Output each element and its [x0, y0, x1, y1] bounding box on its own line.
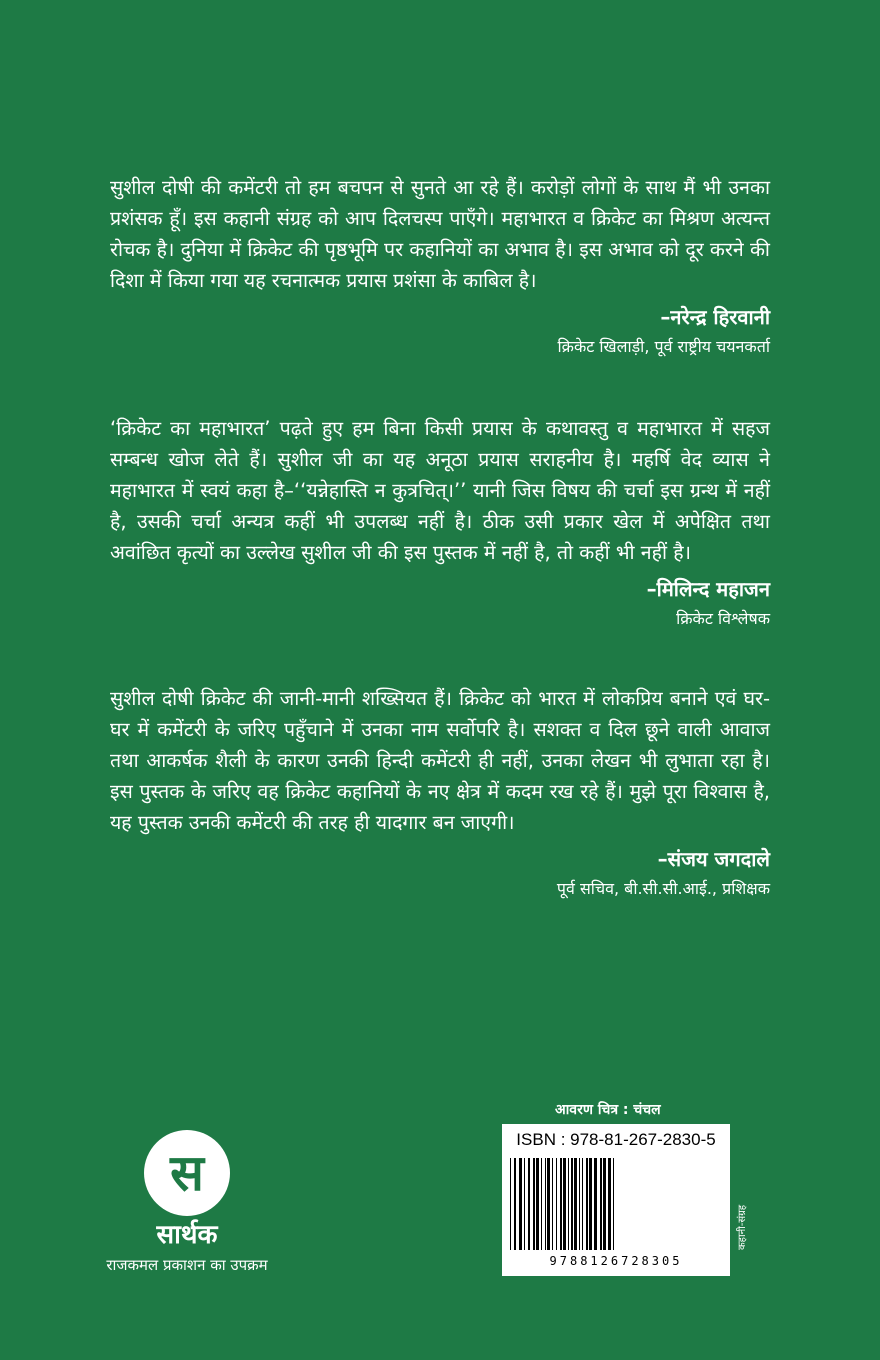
barcode-bar — [560, 1158, 562, 1250]
review-author: –मिलिन्द महाजन — [646, 577, 770, 601]
review-author-role: पूर्व सचिव, बी.सी.सी.आई., प्रशिक्षक — [556, 879, 770, 898]
review-block-hirwani — [110, 172, 770, 360]
isbn-number: ISBN : 978-81-267-2830-5 — [516, 1130, 716, 1149]
barcode-bar — [600, 1158, 602, 1250]
barcode-bar — [571, 1158, 573, 1250]
barcode-bar — [582, 1158, 583, 1250]
barcode-bar — [528, 1158, 530, 1250]
barcode-bar — [613, 1158, 614, 1250]
barcode-bar — [533, 1158, 535, 1250]
barcode-bar — [556, 1158, 557, 1250]
review-text: ‘क्रिकेट का महाभारत’ पढ़ते हुए हम बिना किसी प्रयास के कथावस्तु व महाभारत में सहज सम्बन्ध खोज लेते हैं। सुशील जी का यह अनूठा प्रयास सराहनीय है। महर्षि वेद व्यास ने महाभारत में स्वयं कहा है–‘‘यन्नेहास्ति न कुत्रचित्।’’ यानी जिस विषय की चर्चा इस ग्रन्थ में नहीं है, उसकी चर्चा अन्यत्र कहीं भी उपलब्ध नहीं है। ठीक उसी प्रकार खेल में अपेक्षित तथा अवांछित कृत्यों का उल्लेख सुशील जी की इस पुस्तक में नहीं है, तो कहीं भी नहीं है। — [110, 417, 770, 564]
barcode-bar — [594, 1158, 597, 1250]
barcode-bar — [603, 1158, 606, 1250]
barcode-bar — [519, 1158, 522, 1250]
publisher-tagline: राजकमल प्रकाशन का उपक्रम — [106, 1256, 268, 1274]
barcode-digits: 9788126728305 — [549, 1254, 683, 1268]
barcode-icon — [510, 1158, 722, 1250]
barcode-bar — [608, 1158, 611, 1250]
review-author-role: क्रिकेट खिलाड़ी, पूर्व राष्ट्रीय चयनकर्ता — [557, 337, 770, 356]
barcode-bar — [552, 1158, 553, 1250]
publisher-logo — [52, 1120, 302, 1290]
cover-art-credit: आवरण चित्र : चंचल — [555, 1102, 661, 1118]
barcode-bar — [547, 1158, 550, 1250]
barcode-bar — [586, 1158, 588, 1250]
review-block-mahajan — [110, 413, 770, 632]
barcode-bar — [524, 1158, 525, 1250]
barcode-bar — [514, 1158, 516, 1250]
review-author: –नरेन्द्र हिरवानी — [660, 305, 770, 329]
review-author: –संजय जगदाले — [657, 847, 770, 871]
barcode-box — [502, 1124, 730, 1276]
review-author-role: क्रिकेट विश्लेषक — [676, 609, 770, 628]
barcode-bar — [510, 1158, 511, 1250]
barcode-bar — [541, 1158, 542, 1250]
logo-brush-circle-icon — [144, 1130, 230, 1216]
barcode-bar — [536, 1158, 539, 1250]
review-block-jagdale — [110, 683, 770, 902]
barcode-bar — [589, 1158, 592, 1250]
barcode-bar — [579, 1158, 580, 1250]
barcode-bar — [545, 1158, 546, 1250]
genre-side-label: कहानी-संग्रह — [737, 1204, 748, 1250]
logo-glyph: स — [170, 1144, 204, 1202]
review-text: सुशील दोषी की कमेंटरी तो हम बचपन से सुनते आ रहे हैं। करोड़ों लोगों के साथ मैं भी उनका प्रशंसक हूँ। इस कहानी संग्रह को आप दिलचस्प पाएँगे। महाभारत व क्रिकेट का मिश्रण अत्यन्त रोचक है। दुनिया में क्रिकेट की पृष्ठभूमि पर कहानियों का अभाव है। इस अभाव को दूर करने की दिशा में किया गया यह रचनात्मक प्रयास प्रशंसा के काबिल है। — [110, 176, 770, 292]
barcode-bar — [563, 1158, 566, 1250]
publisher-name: सार्थक — [156, 1220, 218, 1250]
review-text: सुशील दोषी क्रिकेट की जानी-मानी शख्सियत हैं। क्रिकेट को भारत में लोकप्रिय बनाने एवं घर-घर में कमेंटरी के जरिए पहुँचाने में उनका नाम सर्वोपरि है। सशक्त व दिल छूने वाली आवाज तथा आकर्षक शैली के कारण उनकी हिन्दी कमेंटरी ही नहीं, उनका लेखन भी लुभाता रहा है। इस पुस्तक के जरिए वह क्रिकेट कहानियों के नए क्षेत्र में कदम रख रहे हैं। मुझे पूरा विश्वास है, यह पुस्तक उनकी कमेंटरी की तरह ही यादगार बन जाएगी। — [110, 687, 770, 834]
barcode-bar — [568, 1158, 569, 1250]
barcode-bar — [574, 1158, 577, 1250]
